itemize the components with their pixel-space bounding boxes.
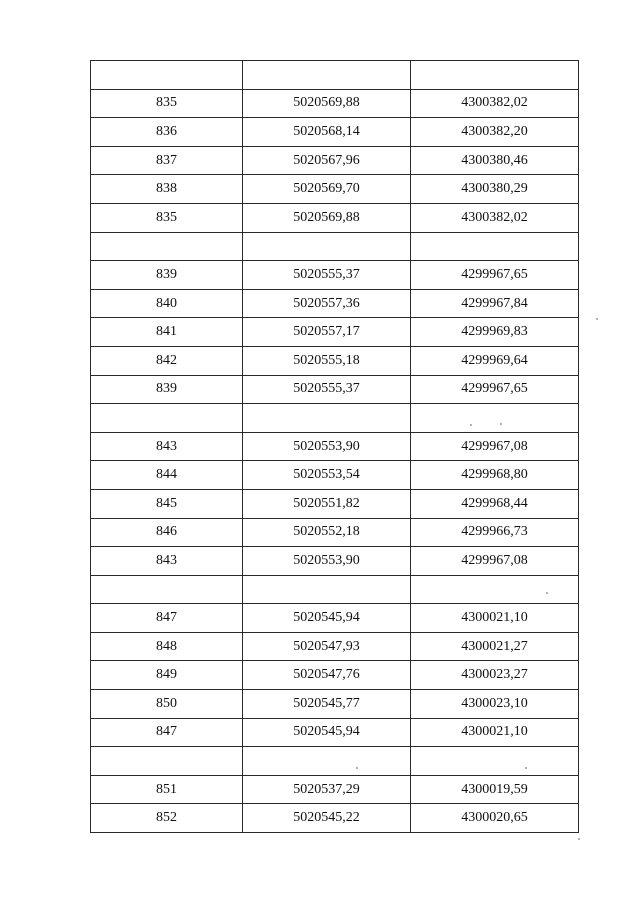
x-coordinate-cell: 5020545,22	[243, 804, 411, 833]
table-row	[91, 461, 579, 490]
y-coordinate-cell	[411, 747, 579, 776]
y-coordinate-cell: 4300023,10	[411, 690, 579, 719]
y-coordinate-cell: 4299967,84	[411, 289, 579, 318]
x-coordinate-cell: 5020567,96	[243, 146, 411, 175]
scan-speck	[470, 424, 472, 426]
point-number-cell: 851	[91, 775, 243, 804]
spacer-row	[91, 404, 579, 433]
x-coordinate-cell: 5020569,70	[243, 175, 411, 204]
point-number-cell: 840	[91, 289, 243, 318]
x-coordinate-cell: 5020553,54	[243, 461, 411, 490]
table-row	[91, 775, 579, 804]
x-coordinate-cell	[243, 575, 411, 604]
x-coordinate-cell: 5020557,17	[243, 318, 411, 347]
y-coordinate-cell: 4299967,08	[411, 432, 579, 461]
x-coordinate-cell	[243, 747, 411, 776]
table-row	[91, 489, 579, 518]
table-row	[91, 690, 579, 719]
point-number-cell: 837	[91, 146, 243, 175]
x-coordinate-cell: 5020547,76	[243, 661, 411, 690]
table-row	[91, 118, 579, 147]
point-number-cell: 835	[91, 89, 243, 118]
y-coordinate-cell	[411, 575, 579, 604]
table-row	[91, 518, 579, 547]
y-coordinate-cell: 4300021,10	[411, 604, 579, 633]
y-coordinate-cell: 4299969,64	[411, 346, 579, 375]
table-row	[91, 203, 579, 232]
x-coordinate-cell: 5020553,90	[243, 547, 411, 576]
spacer-row	[91, 232, 579, 261]
table-row	[91, 632, 579, 661]
point-number-cell: 843	[91, 547, 243, 576]
table-row	[91, 661, 579, 690]
spacer-row	[91, 575, 579, 604]
point-number-cell: 839	[91, 375, 243, 404]
x-coordinate-cell: 5020555,18	[243, 346, 411, 375]
x-coordinate-cell: 5020555,37	[243, 375, 411, 404]
table-row	[91, 604, 579, 633]
x-coordinate-cell: 5020557,36	[243, 289, 411, 318]
x-coordinate-cell: 5020545,94	[243, 718, 411, 747]
x-coordinate-cell	[243, 232, 411, 261]
table-row	[91, 804, 579, 833]
scan-speck	[500, 423, 502, 425]
point-number-cell: 850	[91, 690, 243, 719]
table-row	[91, 718, 579, 747]
table-row	[91, 318, 579, 347]
y-coordinate-cell: 4300021,10	[411, 718, 579, 747]
y-coordinate-cell: 4300382,02	[411, 203, 579, 232]
x-coordinate-cell: 5020551,82	[243, 489, 411, 518]
x-coordinate-cell	[243, 404, 411, 433]
point-number-cell: 849	[91, 661, 243, 690]
y-coordinate-cell: 4300382,02	[411, 89, 579, 118]
x-coordinate-cell: 5020553,90	[243, 432, 411, 461]
y-coordinate-cell: 4300020,65	[411, 804, 579, 833]
y-coordinate-cell: 4300019,59	[411, 775, 579, 804]
point-number-cell	[91, 747, 243, 776]
y-coordinate-cell	[411, 232, 579, 261]
y-coordinate-cell: 4300021,27	[411, 632, 579, 661]
x-coordinate-cell: 5020569,88	[243, 89, 411, 118]
point-number-cell: 847	[91, 604, 243, 633]
y-coordinate-cell: 4299968,44	[411, 489, 579, 518]
x-coordinate-cell: 5020545,77	[243, 690, 411, 719]
scan-speck	[546, 592, 548, 594]
x-coordinate-cell	[243, 61, 411, 90]
y-coordinate-cell	[411, 404, 579, 433]
point-number-cell	[91, 404, 243, 433]
point-number-cell: 852	[91, 804, 243, 833]
point-number-cell: 846	[91, 518, 243, 547]
y-coordinate-cell: 4299967,65	[411, 261, 579, 290]
x-coordinate-cell: 5020569,88	[243, 203, 411, 232]
table-row	[91, 375, 579, 404]
point-number-cell	[91, 232, 243, 261]
table-row	[91, 175, 579, 204]
x-coordinate-cell: 5020552,18	[243, 518, 411, 547]
scan-speck	[578, 838, 580, 840]
point-number-cell: 839	[91, 261, 243, 290]
x-coordinate-cell: 5020537,29	[243, 775, 411, 804]
point-number-cell: 843	[91, 432, 243, 461]
y-coordinate-cell: 4299966,73	[411, 518, 579, 547]
x-coordinate-cell: 5020555,37	[243, 261, 411, 290]
point-number-cell: 836	[91, 118, 243, 147]
table-row	[91, 346, 579, 375]
x-coordinate-cell: 5020568,14	[243, 118, 411, 147]
table-row	[91, 289, 579, 318]
table-row	[91, 89, 579, 118]
point-number-cell: 845	[91, 489, 243, 518]
x-coordinate-cell: 5020547,93	[243, 632, 411, 661]
scan-speck	[525, 767, 527, 769]
point-number-cell: 848	[91, 632, 243, 661]
y-coordinate-cell	[411, 61, 579, 90]
spacer-row	[91, 61, 579, 90]
point-number-cell: 838	[91, 175, 243, 204]
point-number-cell: 835	[91, 203, 243, 232]
spacer-row	[91, 747, 579, 776]
table-row	[91, 547, 579, 576]
y-coordinate-cell: 4300023,27	[411, 661, 579, 690]
point-number-cell: 844	[91, 461, 243, 490]
point-number-cell: 842	[91, 346, 243, 375]
point-number-cell: 847	[91, 718, 243, 747]
y-coordinate-cell: 4299969,83	[411, 318, 579, 347]
y-coordinate-cell: 4300382,20	[411, 118, 579, 147]
y-coordinate-cell: 4300380,46	[411, 146, 579, 175]
y-coordinate-cell: 4299967,08	[411, 547, 579, 576]
y-coordinate-cell: 4299967,65	[411, 375, 579, 404]
table-row	[91, 146, 579, 175]
x-coordinate-cell: 5020545,94	[243, 604, 411, 633]
y-coordinate-cell: 4299968,80	[411, 461, 579, 490]
point-number-cell: 841	[91, 318, 243, 347]
table-row	[91, 432, 579, 461]
point-number-cell	[91, 61, 243, 90]
point-number-cell	[91, 575, 243, 604]
table-row	[91, 261, 579, 290]
coordinates-table	[90, 60, 579, 833]
coordinates-table-body	[91, 61, 579, 833]
y-coordinate-cell: 4300380,29	[411, 175, 579, 204]
scan-speck	[356, 767, 358, 769]
scan-speck	[596, 318, 598, 320]
